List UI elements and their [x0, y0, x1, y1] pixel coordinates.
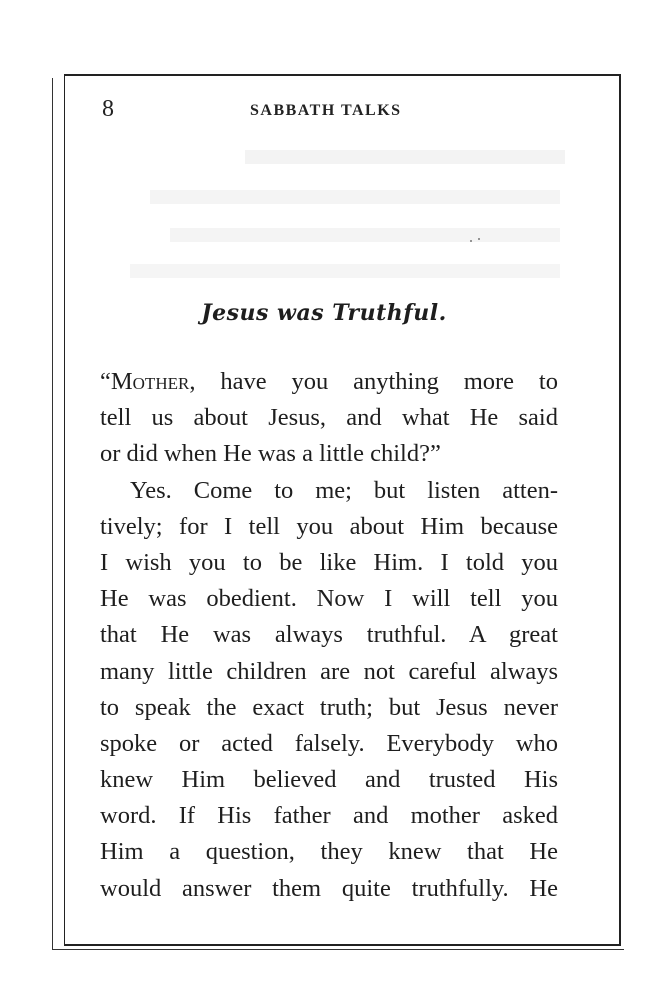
body-text [100, 364, 558, 907]
line-text: , have you anything more to [189, 368, 558, 395]
text-line: Him a question, they knew that He [100, 838, 558, 866]
page-header [100, 94, 560, 126]
text-line: tively; for I tell you about Him because [100, 512, 558, 540]
smallcaps-word: Mother [110, 368, 190, 395]
open-quote: “ [100, 368, 111, 395]
text-line: that He was always truthful. A great [100, 621, 558, 649]
text-line: knew Him believed and trusted His [100, 766, 558, 794]
text-line: Yes. Come to me; but listen atten- [130, 476, 558, 504]
text-line: word. If His father and mother asked [100, 802, 558, 830]
text-line [100, 364, 558, 400]
text-line: to speak the exact truth; but Jesus never [100, 693, 558, 721]
page-number: 8 [102, 96, 114, 122]
chapter-title: Jesus was Truthful. [201, 300, 447, 326]
text-line: He was obedient. Now I will tell you [100, 585, 558, 613]
text-line: would answer them quite truthfully. He [100, 874, 558, 902]
running-head: SABBATH TALKS [250, 102, 402, 119]
text-line: tell us about Jesus, and what He said [100, 404, 558, 432]
text-line: I wish you to be like Him. I told you [100, 548, 558, 576]
text-line: spoke or acted falsely. Everybody who [100, 729, 558, 757]
text-line: many little children are not careful always [100, 657, 558, 685]
text-line: or did when He was a little child?” [100, 440, 441, 468]
